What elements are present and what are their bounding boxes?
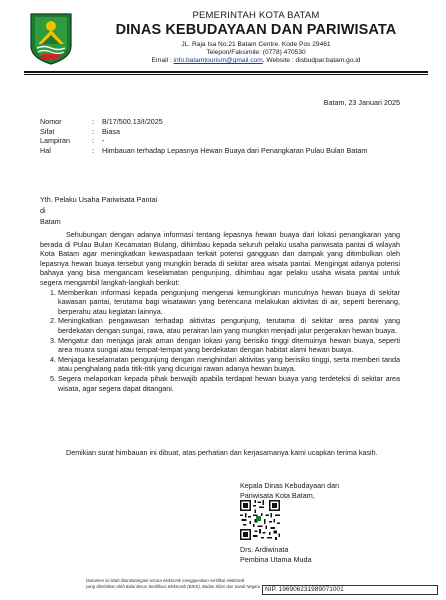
signer-nip: NIP. 196906231989071001 (262, 585, 438, 595)
item-text: Menjaga keselamatan pengunjung dengan menghindari aktivitas yang berisiko tinggi, serta memberi tanda atau penghalang pada titik-titik yang dicurigai rawan adanya hewan buaya. (58, 354, 400, 374)
item-number: 1. (50, 287, 56, 297)
letter-date: Batam, 23 Januari 2025 (323, 98, 400, 107)
meta-value: - (102, 136, 105, 146)
header-rule-thin (24, 74, 428, 75)
signer-name: Drs. Ardiwinata (240, 545, 289, 554)
email-link[interactable]: info.batamtourism@gmail.com (173, 57, 263, 64)
item-number: 5. (50, 373, 56, 383)
closing-text: Demikian surat himbauan ini dibuat, atas perhatian dan kerjasamanya kami ucapkan terima kasih. (66, 448, 378, 457)
website-text: , Website : disbudpar.batam.go.id (262, 57, 361, 64)
meta-row-attachment: Lampiran : - (40, 136, 410, 146)
item-text: Meningkatkan pengawasan terhadap aktivitas pengunjung, terutama di sekitar area pantai yang berdekatan dengan sungai, rawa, atau perairan lain yang mungkin menjadi jalur pergerakan hewan buaya. (58, 316, 400, 335)
item-number: 4. (50, 354, 56, 364)
meta-row-number: Nomor : B/17/500.13/I/2025 (40, 117, 410, 127)
body-intro: Sehubungan dengan adanya informasi tentang lepasnya hewan buaya dari lokasi penangkaran yang berada di Pulau Bulan Kecamatan Bulang, dihimbau kepada seluruh pelaku usaha pariwisata pantai di wilayah Kota Batam agar meningkatkan kewaspadaan terkait potensi gangguan dan dampak yang ditimbulkan oleh lepasnya hewan buaya tersebut yang mungkin berada di sekitar area wisata pantai. Mengingat adanya potensi bahaya yang bisa mengancam keselamatan pengunjung, dihimbau agar pelaku usaha wisata pantai untuk segera mengambil langkah-langkah berikut: (40, 230, 400, 287)
recipient-block (40, 194, 340, 227)
item-text: Segera melaporkan kepada pihak berwajib apabila terdapat hewan buaya yang terdeteksi di sekitar area wisata, agar segera dapat ditangani. (58, 373, 400, 393)
email-label: Email : (151, 57, 172, 64)
letterhead (78, 10, 434, 64)
signer-title-line2: Pariwisata Kota Batam, (240, 490, 315, 500)
meta-key: Hal (40, 145, 51, 155)
letter-meta (40, 117, 410, 155)
list-item (50, 374, 400, 393)
list-item (50, 336, 400, 355)
letter-body (40, 230, 400, 393)
item-number: 2. (50, 316, 56, 326)
office-address: JL. Raja Isa No.21 Batam Centre. Kode Pos 29461 (181, 41, 331, 48)
meta-key: Nomor (40, 117, 62, 126)
list-item (50, 316, 400, 335)
item-number: 3. (50, 335, 56, 345)
meta-value: Himbauan terhadap Lepasnya Hewan Buaya dari Penangkaran Pulau Bulan Batam (102, 145, 368, 155)
signer-title-line1: Kepala Dinas Kebudayaan dan (240, 481, 340, 490)
meta-value: B/17/500.13/I/2025 (102, 117, 163, 126)
government-name: PEMERINTAH KOTA BATAM (192, 10, 320, 21)
meta-row-nature: Sifat : Biasa (40, 127, 410, 137)
office-name: DINAS KEBUDAYAAN DAN PARIWISATA (115, 22, 397, 38)
recipient-name: Yth. Pelaku Usaha Pariwisata Pantai (40, 195, 158, 204)
meta-row-subject: Hal : Himbauan terhadap Lepasnya Hewan Buaya dari Penangkaran Pulau Bulan Batam (40, 146, 410, 156)
action-list (40, 288, 400, 394)
list-item (50, 288, 400, 317)
footnote-line1: Dokumen ini telah ditandatangani secara elektronik menggunakan sertifikat elektronik (86, 578, 245, 583)
item-text: Mengatur dan menjaga jarak aman dengan lokasi yang berisiko tinggi ditemuinya hewan buaya, seperti area muara sungai atau tempat-tempat yang berdekatan dengan habitat alami hewan buaya. (58, 335, 400, 355)
closing-paragraph (40, 448, 400, 458)
meta-key: Lampiran (40, 136, 70, 146)
office-contact (78, 57, 434, 64)
signer-block (240, 545, 440, 564)
list-item (50, 355, 400, 374)
recipient-di: di (40, 206, 46, 215)
meta-value: Biasa (102, 126, 120, 136)
item-text: Memberikan informasi kepada pengunjung mengenai kemungkinan munculnya hewan buaya di sekitar kawasan pantai, terutama bagi wisatawan yang berencana melakukan aktivitas di air, seperti berenang, berperahu atau kegiatan lainnya. (58, 287, 400, 316)
recipient-city: Batam (40, 217, 61, 226)
qr-code-icon (240, 500, 280, 540)
header-rule-thick (24, 71, 428, 73)
footnote-line2: yang diterbitkan oleh Balai Besar Sertifikasi Elektronik (BSrE), Badan Siber dan Sandi Negara (86, 583, 261, 589)
office-phone: Telepon/Faksimile: (0778) 470530 (206, 49, 306, 56)
city-logo-icon (28, 12, 74, 66)
signer-rank: Pembina Utama Muda (240, 554, 312, 564)
meta-key: Sifat (40, 126, 55, 136)
signature-title (240, 481, 420, 500)
